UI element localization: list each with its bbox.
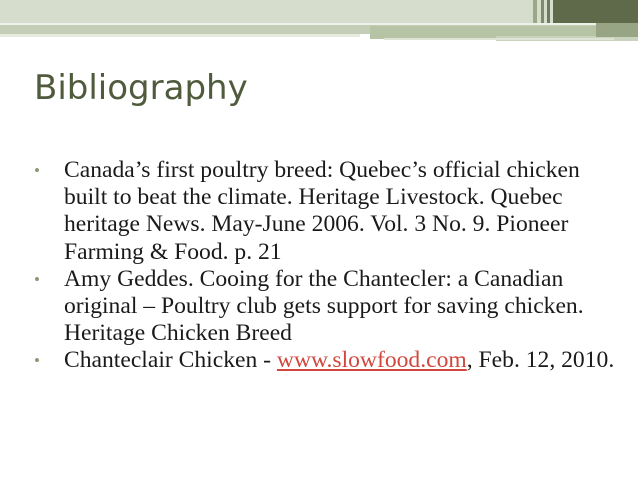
top-decorative-band [0, 0, 638, 46]
slide-title: Bibliography [34, 68, 248, 108]
reference-text-after: , Feb. 12, 2010. [466, 347, 615, 374]
reference-list [34, 157, 624, 375]
reference-text: Amy Geddes. Cooing for the Chantecler: a Canadian original – Poultry club gets support for saving chicken. Heritage Chicken Breed [64, 265, 584, 347]
bullet-icon: • [34, 161, 40, 180]
reference-item [34, 347, 624, 374]
slowfood-link[interactable]: www.slowfood.com [276, 347, 467, 374]
bullet-icon: • [34, 269, 40, 289]
reference-item [34, 157, 624, 266]
reference-text-before: Chanteclair Chicken - [64, 347, 277, 374]
reference-text: Canada’s first poultry breed: Quebec’s official chicken built to beat the climate. Heritage Livestock. Quebec heritage News. May-June 2006. Vol. 3 No. 9. Pioneer Farming & Food. p. 21 [64, 157, 580, 265]
bullet-icon: • [34, 351, 40, 371]
reference-item [34, 266, 624, 348]
